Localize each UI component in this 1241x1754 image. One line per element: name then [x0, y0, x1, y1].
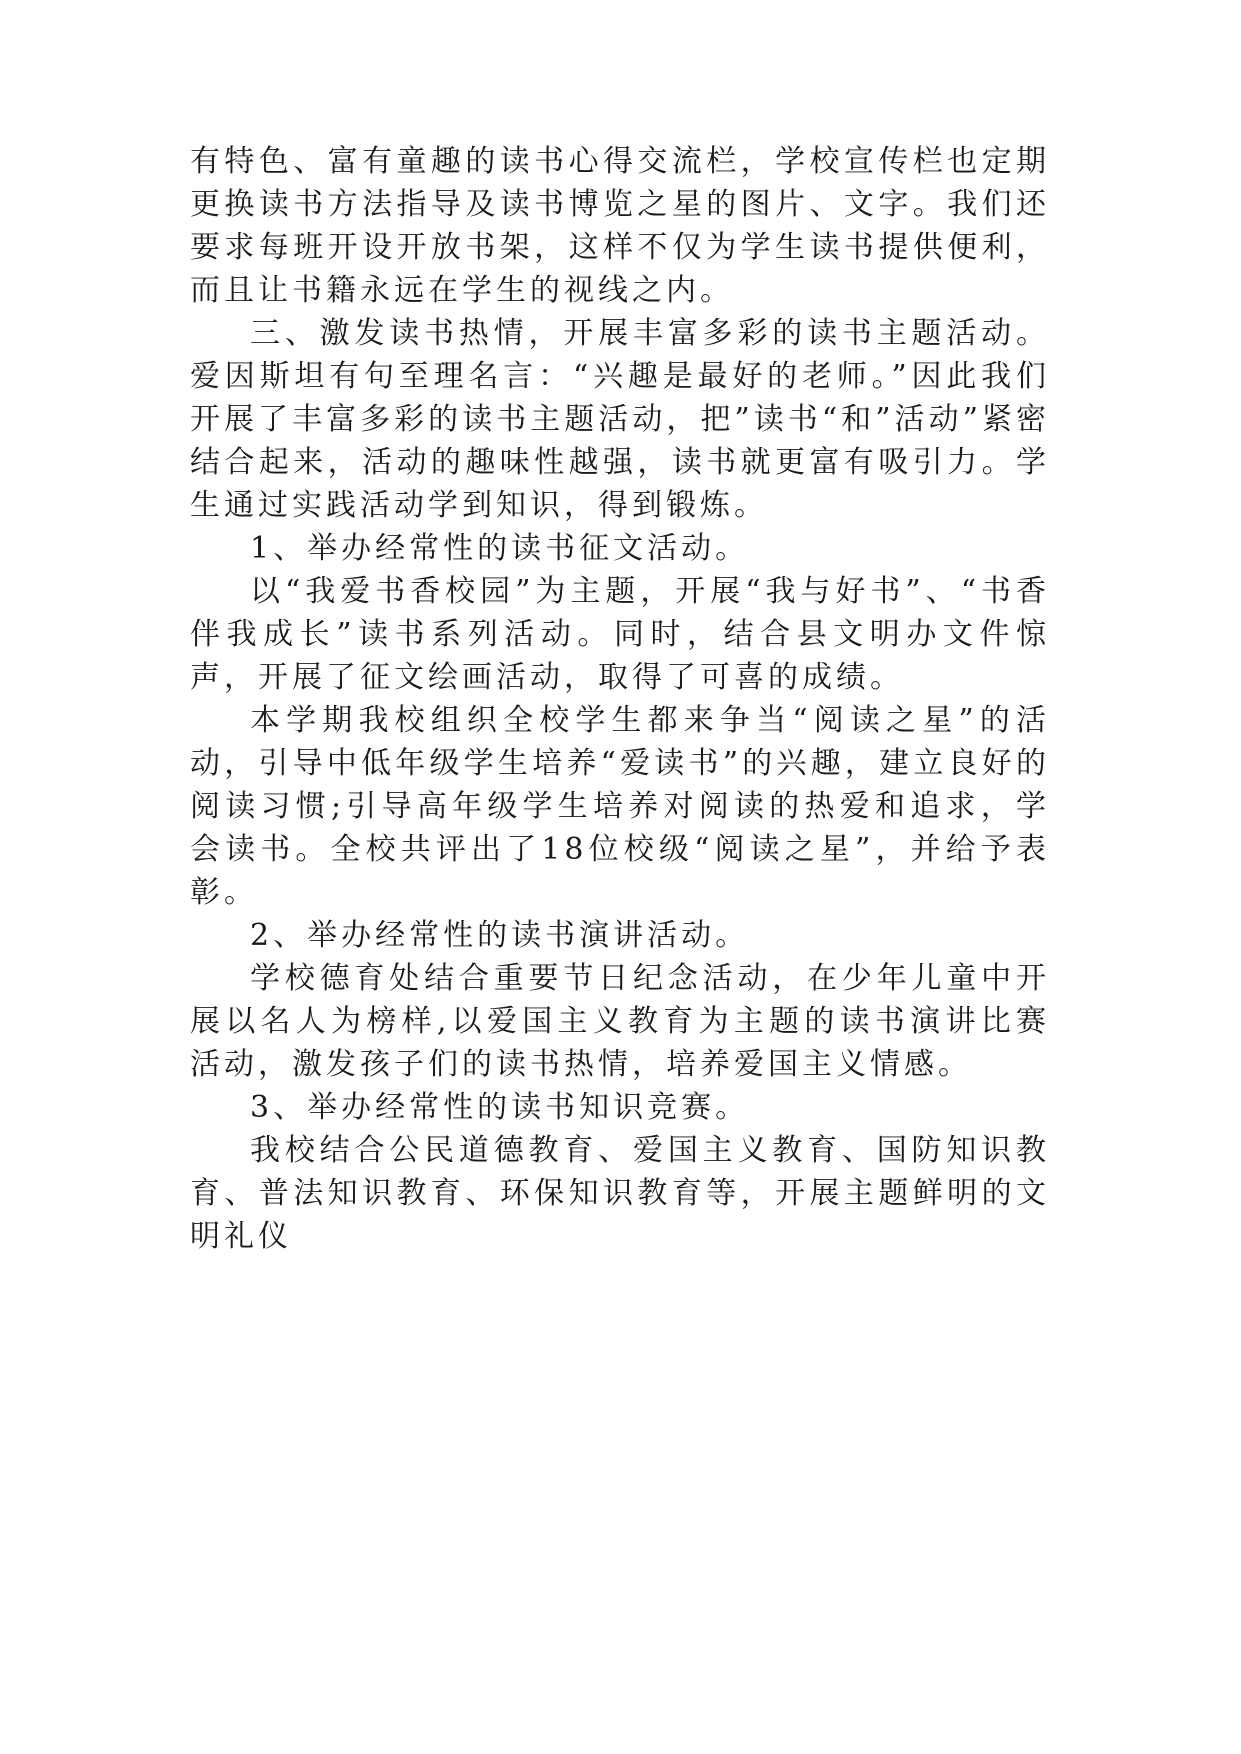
- document-body: [190, 140, 1050, 1258]
- paragraph-8-heading: 3、举办经常性的读书知识竞赛。: [250, 1090, 750, 1125]
- paragraph-4: 以“我爱书香校园”为主题，开展“我与好书”、“书香伴我成长”读书系列活动。同时，结合县文明办文件惊声，开展了征文绘画活动，取得了可喜的成绩。: [190, 574, 1050, 695]
- paragraph-6-heading: 2、举办经常性的读书演讲活动。: [250, 918, 750, 953]
- paragraph-2: 三、激发读书热情，开展丰富多彩的读书主题活动。爱因斯坦有句至理名言：“兴趣是最好的老师。”因此我们开展了丰富多彩的读书主题活动，把”读书“和”活动”紧密结合起来，活动的趣味性越强，读书就更富有吸引力。学生通过实践活动学到知识，得到锻炼。: [190, 316, 1050, 523]
- paragraph-9: 我校结合公民道德教育、爱国主义教育、国防知识教育、普法知识教育、环保知识教育等，开展主题鲜明的文明礼仪: [190, 1133, 1050, 1254]
- paragraph-5: 本学期我校组织全校学生都来争当“阅读之星”的活动，引导中低年级学生培养“爱读书”的兴趣，建立良好的阅读习惯;引导高年级学生培养对阅读的热爱和追求，学会读书。全校共评出了18位校级“阅读之星”，并给予表彰。: [190, 703, 1050, 910]
- paragraph-1: 有特色、富有童趣的读书心得交流栏，学校宣传栏也定期更换读书方法指导及读书博览之星的图片、文字。我们还要求每班开设开放书架，这样不仅为学生读书提供便利，而且让书籍永远在学生的视线之内。: [190, 144, 1050, 308]
- paragraph-3-heading: 1、举办经常性的读书征文活动。: [250, 531, 750, 566]
- paragraph-7: 学校德育处结合重要节日纪念活动，在少年儿童中开展以名人为榜样,以爱国主义教育为主题的读书演讲比赛活动，激发孩子们的读书热情，培养爱国主义情感。: [190, 961, 1050, 1082]
